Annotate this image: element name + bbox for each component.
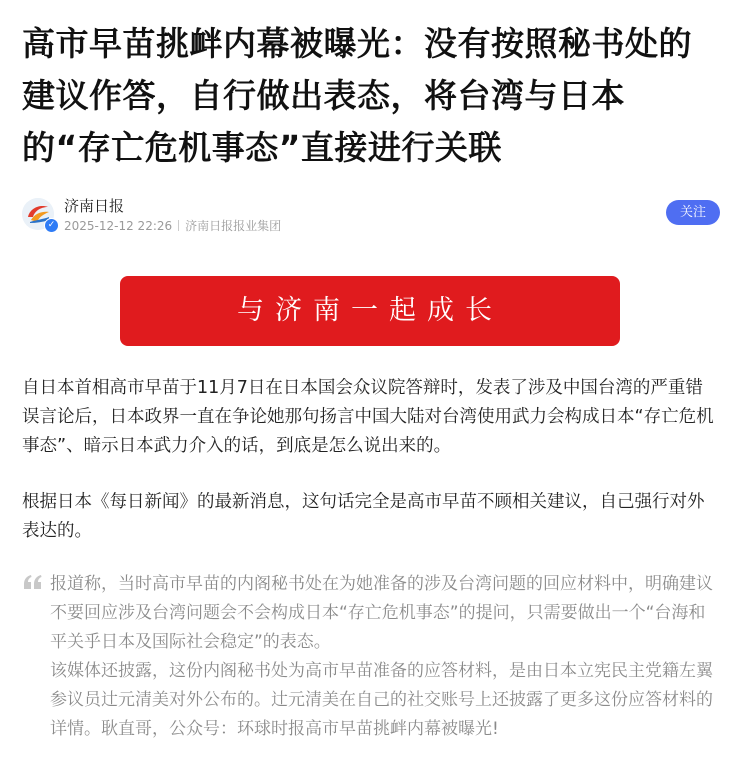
quote-paragraph-1: 报道称，当时高市早苗的内阁秘书处在为她准备的涉及台湾问题的回应材料中，明确建议不要回应涉及台湾问题会不会构成日本“存亡危机事态”的提问，只需要做出一个“台海和平关乎日本及国际社会稳定”的表态。 — [50, 574, 713, 652]
article-title: 高市早苗挑衅内幕被曝光：没有按照秘书处的建议作答，自行做出表态，将台湾与日本的“存亡危机事态”直接进行关联 — [22, 24, 692, 167]
paragraph-1: 自日本首相高市早苗于11月7日在日本国会众议院答辩时，发表了涉及中国台湾的严重错误言论后，日本政界一直在争论她那句扬言中国大陆对台湾使用武力会构成日本“存亡危机事态”、暗示日本武力介入的话，到底是怎么说出来的。 — [22, 378, 714, 456]
quote-text — [50, 570, 720, 744]
article-meta — [64, 217, 281, 234]
publish-time: 2025-12-12 22:26 — [64, 219, 173, 233]
promo-banner[interactable]: 与济南一起成长 — [120, 276, 620, 346]
author-row — [22, 194, 720, 238]
author-name[interactable]: 济南日报 — [64, 197, 125, 215]
quote-paragraph-2: 该媒体还披露，这份内阁秘书处为高市早苗准备的应答材料，是由日本立宪民主党籍左翼参议员辻元清美对外公布的。辻元清美在自己的社交账号上还披露了更多这份应答材料的详情。耿直哥，公众号：环球时报高市早苗挑衅内幕被曝光! — [50, 661, 713, 739]
publisher-source: 济南日报报业集团 — [185, 219, 282, 233]
quote-mark-icon — [22, 572, 44, 594]
paragraph-2: 根据日本《每日新闻》的最新消息，这句话完全是高市早苗不顾相关建议，自己强行对外表达的。 — [22, 492, 705, 541]
meta-divider — [178, 220, 179, 231]
follow-button[interactable]: 关注 — [666, 200, 720, 225]
verified-badge-icon: ✓ — [44, 218, 59, 233]
